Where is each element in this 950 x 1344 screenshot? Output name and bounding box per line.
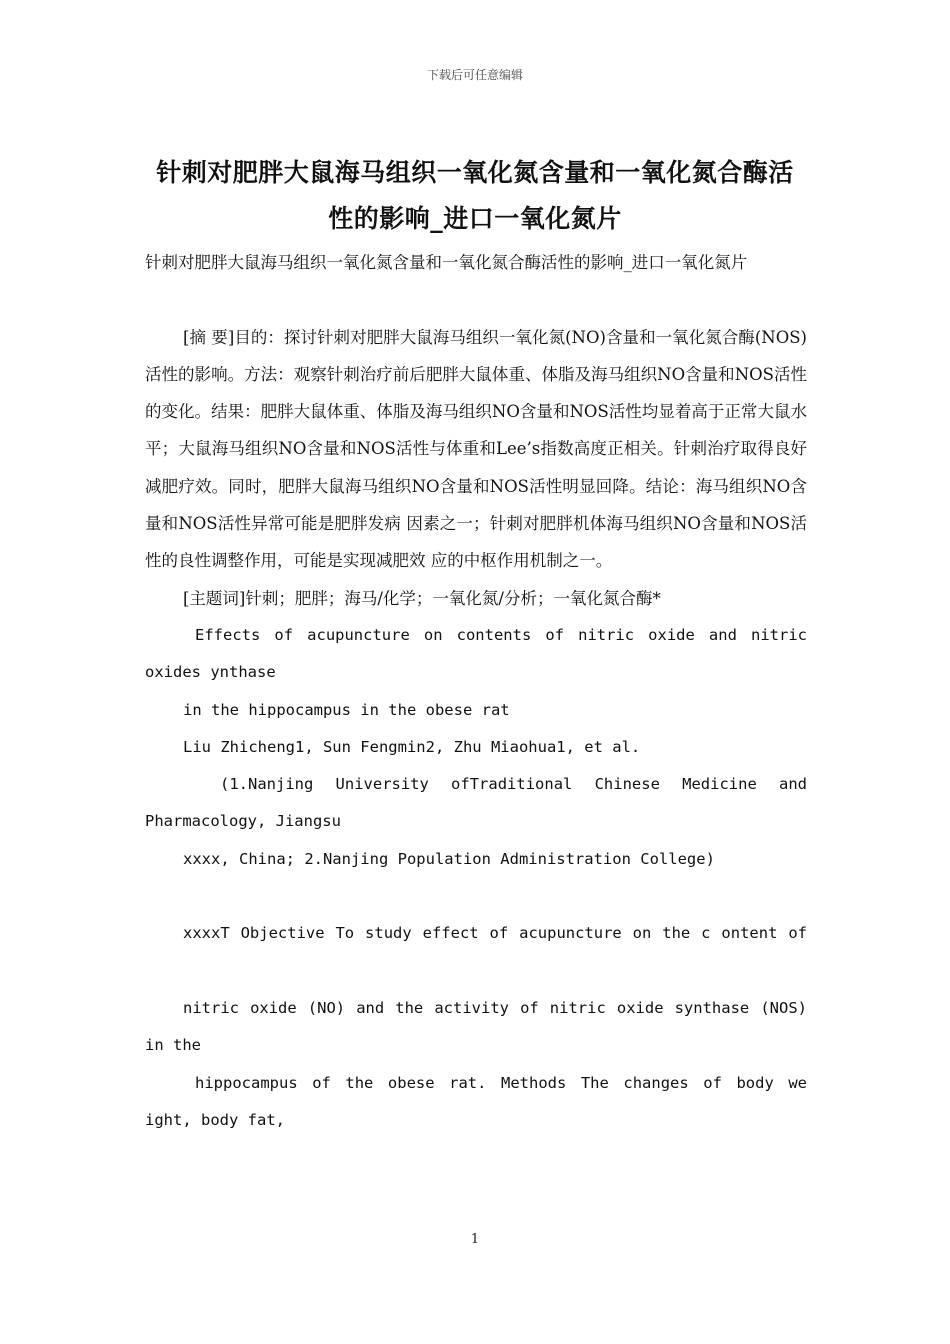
abstract-chinese: [摘 要]目的：探讨针刺对肥胖大鼠海马组织一氧化氮(NO)含量和一氧化氮合酶(NOS)活性的影响。方法：观察针刺治疗前后肥胖大鼠体重、体脂及海马组织NO含量和NOS活性的变化。结果：肥胖大鼠体重、体脂及海马组织NO含量和NOS活性均显着高于正常大鼠水平；大鼠海马组织NO含量和NOS活性与体重和Lee’s指数高度正相关。针刺治疗取得良好减肥疗效。同时，肥胖大鼠海马组织NO含量和NOS活性明显回降。结论：海马组织NO含量和NOS活性异常可能是肥胖发病 因素之一；针刺对肥胖机体海马组织NO含量和NOS活性的良性调整作用，可能是实现减肥效 应的中枢作用机制之一。 — [145, 327, 807, 571]
document-title — [145, 150, 805, 242]
english-abstract-line-2: nitric oxide (NO) and the activity of nitric oxide synthase (NOS) — [183, 998, 807, 1017]
blank-line — [145, 953, 807, 990]
english-affiliation-line-3: xxxx, China; 2.Nanjing Population Administration College) — [183, 849, 715, 868]
document-body — [145, 244, 807, 1139]
english-title-line-2: oxides ynthase — [145, 663, 276, 682]
english-abstract-line-1: xxxxT Objective To study effect of acupuncture on the c ontent of — [183, 924, 807, 943]
english-title-line-1: Effects of acupuncture on contents of nitric oxide and nitric — [195, 625, 807, 644]
english-affiliation-line-2: Pharmacology, Jiangsu — [145, 812, 341, 831]
english-title-line-3: in the hippocampus in the obese rat — [183, 700, 510, 719]
english-affiliation-line-1: (1.Nanjing University ofTraditional Chinese Medicine and — [220, 775, 807, 794]
blank-line — [145, 281, 807, 318]
title-line-2: 性的影响_进口一氧化氮片 — [328, 204, 622, 233]
keywords-paragraph: [主题词]针刺；肥胖；海马/化学；一氧化氮/分析；一氧化氮合酶* — [183, 588, 661, 608]
title-line-1: 针刺对肥胖大鼠海马组织一氧化氮含量和一氧化氮合酶活 — [156, 158, 794, 187]
english-abstract-line-5: ight, body fat, — [145, 1110, 285, 1129]
english-authors: Liu Zhicheng1, Sun Fengmin2, Zhu Miaohua1, et al. — [183, 737, 641, 756]
header-note: 下载后可任意编辑 — [426, 68, 523, 82]
blank-line — [145, 878, 807, 915]
page-number: 1 — [470, 1232, 480, 1247]
english-abstract-line-3: in the — [145, 1036, 201, 1055]
subtitle-paragraph: 针刺对肥胖大鼠海马组织一氧化氮含量和一氧化氮合酶活性的影响_进口一氧化氮片 — [145, 253, 748, 272]
english-abstract-line-4: hippocampus of the obese rat. Methods The changes of body we — [195, 1073, 807, 1092]
